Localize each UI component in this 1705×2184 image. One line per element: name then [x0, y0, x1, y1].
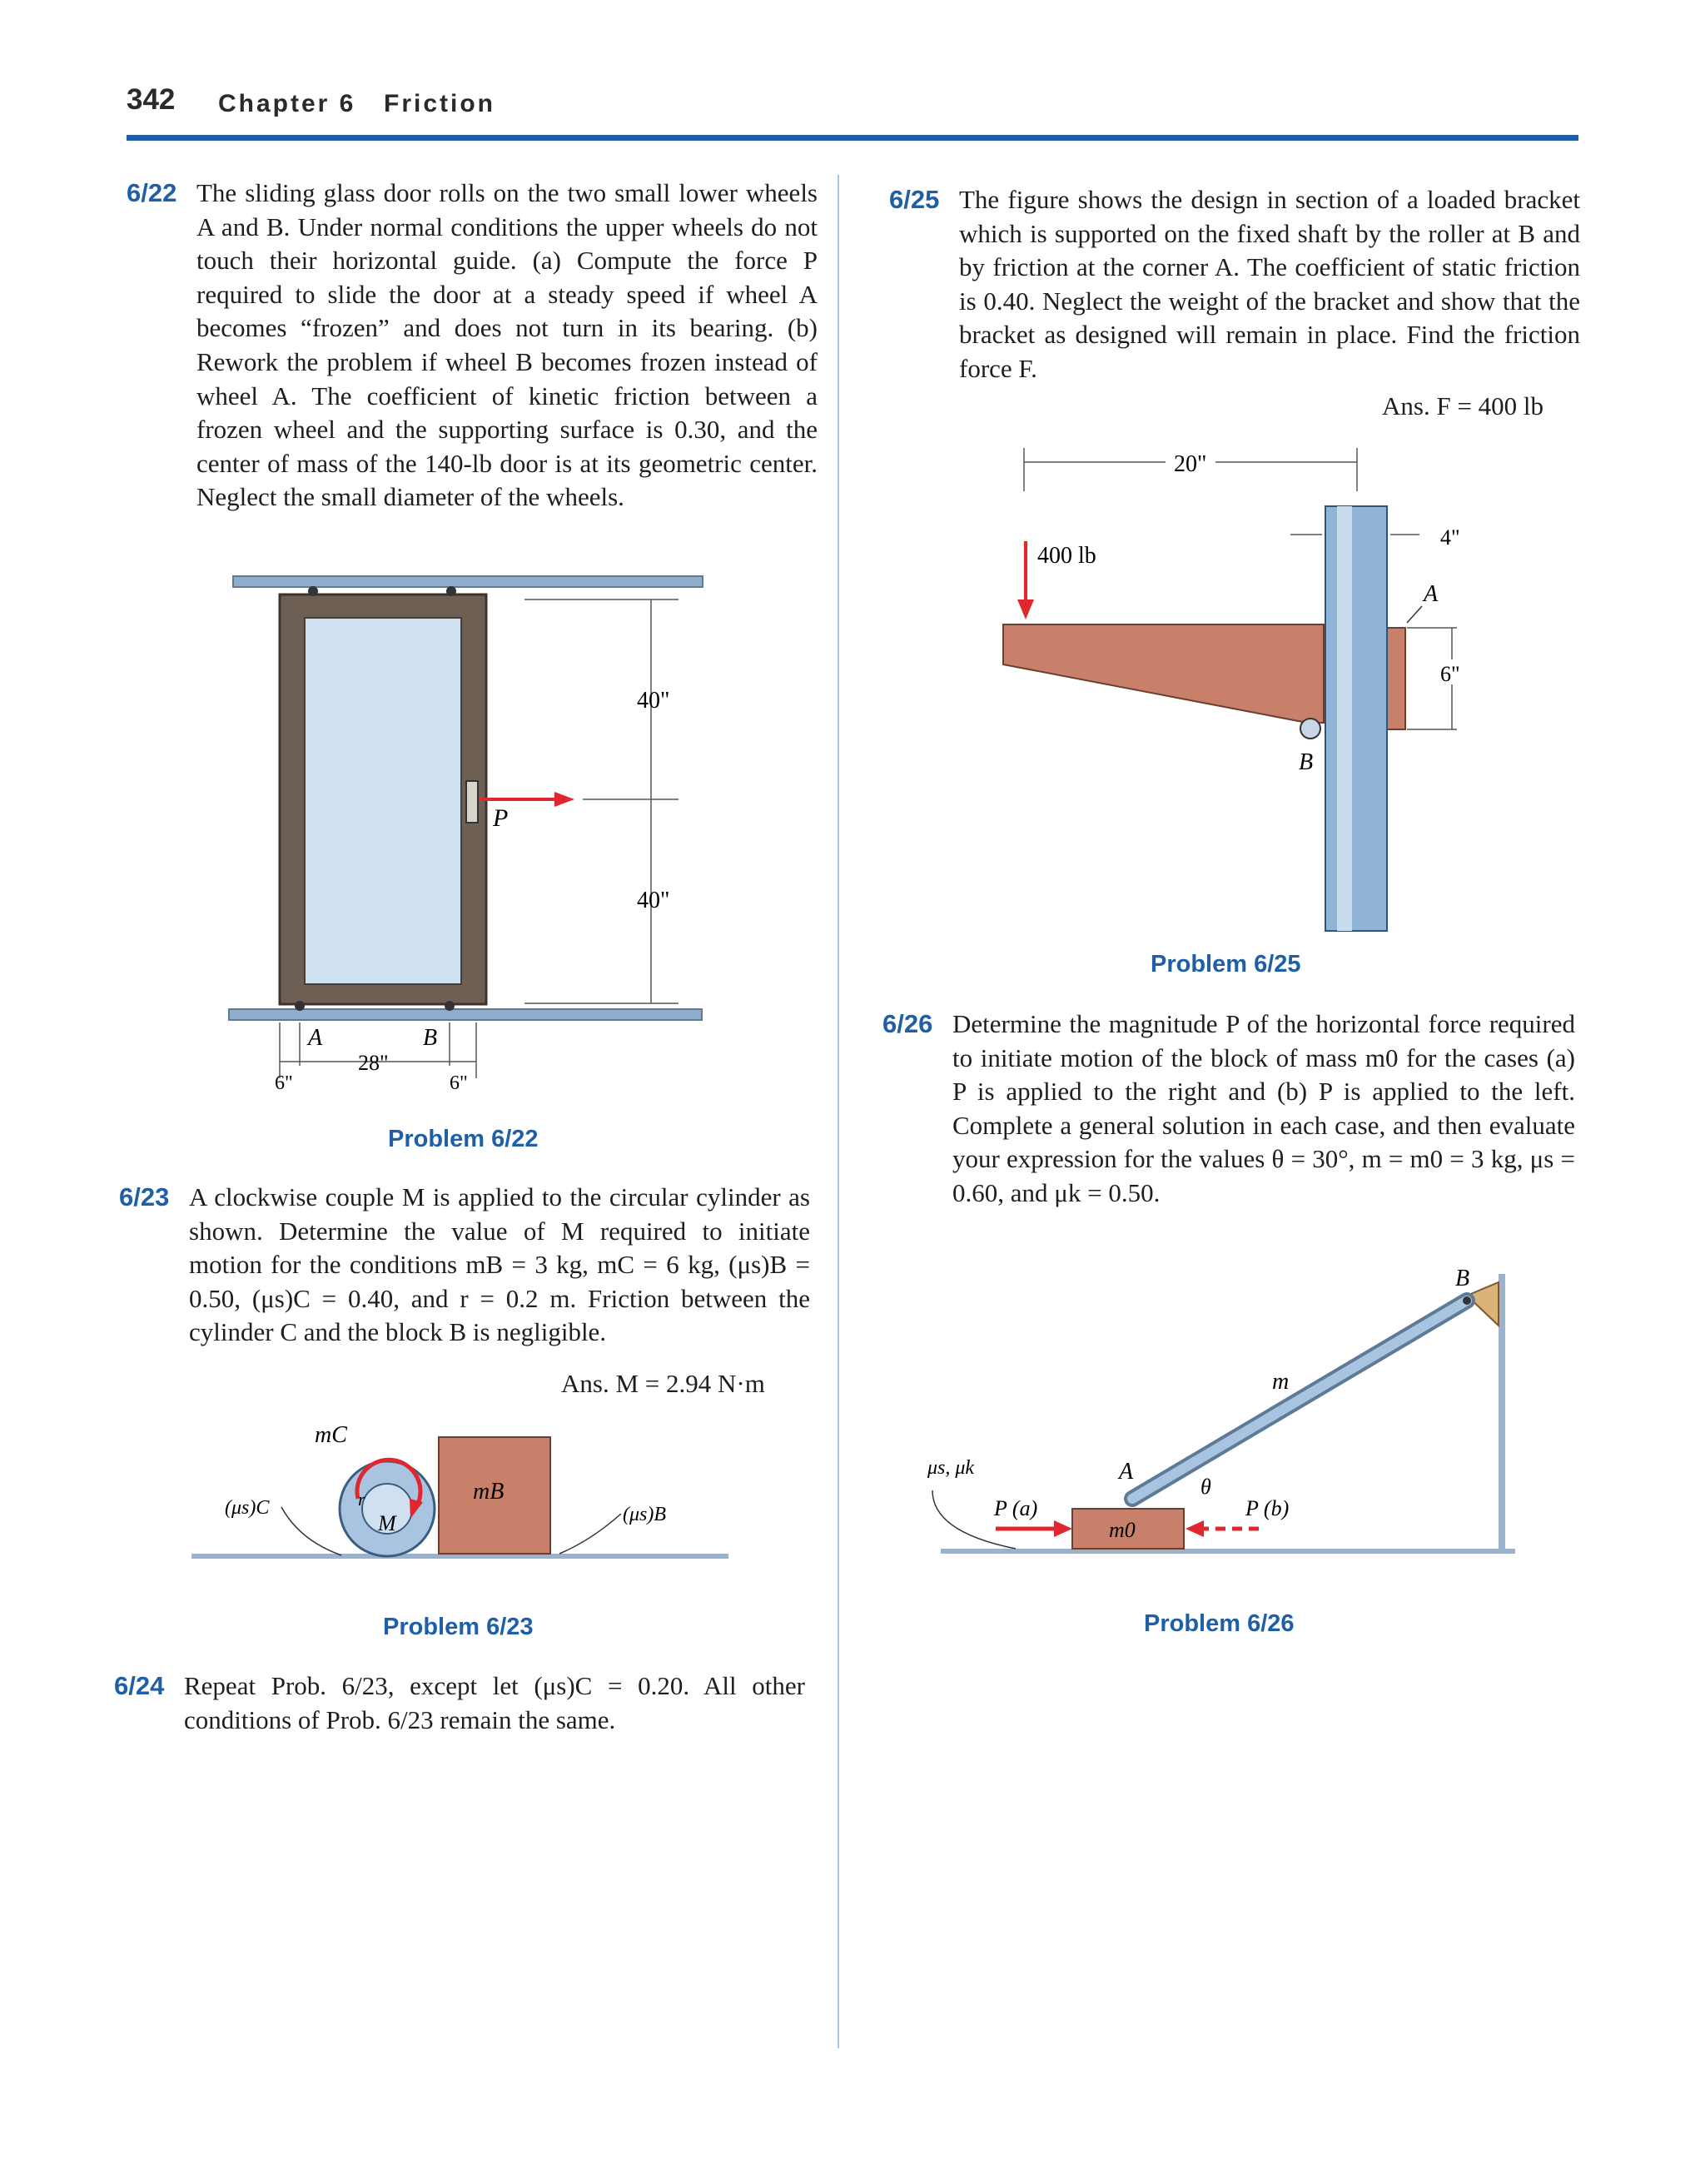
dim-6-right: 6"	[450, 1072, 468, 1094]
dim-6: 6"	[1440, 662, 1460, 686]
caption-6-26: Problem 6/26	[1144, 1610, 1295, 1637]
problem-text: A clockwise couple M is applied to the circular cylinder as shown. Determine the value of M required to initiate motion for the conditions mB = 3 kg, mC = 6 kg, (μs)B = 0.50, (μs)C = 0.40, and r = 0.2 m. Friction between the cylinder C and the block B is negligible.	[189, 1182, 810, 1347]
dim-6-left: 6"	[275, 1072, 293, 1094]
mu-c-label: (μs)C	[225, 1497, 270, 1519]
problem-number: 6/23	[119, 1182, 170, 1211]
problem-text: The sliding glass door rolls on the two small lower wheels A and B. Under normal conditions the upper wheels do not touch their horizontal guide. (a) Compute the force P required to slide the door at a steady speed if wheel A becomes “frozen” and does not turn in its bearing. (b) Rework the problem if wheel B becomes frozen instead of wheel A. The coefficient of kinetic friction between a frozen wheel and the supporting surface is 0.30, and the center of mass of the 140-lb door is at its geometric center. Neglect the small diameter of the wheels.	[196, 178, 818, 512]
couple-label: M	[378, 1511, 396, 1535]
problem-number: 6/22	[127, 178, 177, 207]
end-a-label: A	[1119, 1459, 1134, 1485]
problem-text: Repeat Prob. 6/23, except let (μs)C = 0.20. All other conditions of Prob. 6/23 remain the same.	[184, 1671, 805, 1734]
dim-40-upper: 40"	[637, 688, 670, 714]
rod-mass-label: m	[1272, 1369, 1290, 1395]
problem-6-22	[127, 177, 818, 515]
angle-label: θ	[1200, 1475, 1211, 1499]
mass-c-label: mC	[315, 1422, 347, 1448]
problem-6-23	[119, 1181, 810, 1350]
force-a-label: P (a)	[994, 1496, 1038, 1520]
mass-b-label: mB	[473, 1479, 505, 1505]
chapter-title: Friction	[384, 90, 495, 117]
problem-number: 6/25	[889, 185, 940, 214]
problem-6-26	[882, 1007, 1575, 1211]
wheel-b-label: B	[423, 1025, 438, 1051]
ground	[941, 1549, 1515, 1554]
figure-loaded-bracket	[991, 441, 1474, 941]
roller-label: B	[1299, 749, 1314, 775]
force-label: P	[493, 804, 509, 832]
problem-text: Determine the magnitude P of the horizontal force required to initiate motion of the block of mass m0 for the cases (a) P is applied to the right and (b) P is applied to the left. Complete a general solution in each case, and then evaluate your expression for the values θ = 30°, m = m0 = 3 kg, μs = 0.60, and μk = 0.50.	[952, 1009, 1575, 1207]
dim-40-lower: 40"	[637, 888, 670, 913]
dim-28: 28"	[358, 1051, 389, 1075]
problem-text: The figure shows the design in section of a loaded bracket which is supported on the fixed shaft by the roller at B and by friction at the corner A. The coefficient of static friction is 0.40. Neglect the weight of the bracket and show that the bracket as designed will remain in place. Find the friction force F.	[959, 185, 1580, 383]
chapter-label: Chapter 6	[218, 90, 356, 117]
answer-6-23: Ans. M = 2.94 N·m	[561, 1369, 765, 1398]
header-rule	[127, 135, 1578, 141]
wheel-a-label: A	[308, 1025, 323, 1051]
pin-label: B	[1455, 1266, 1470, 1291]
mu-b-label: (μs)B	[623, 1504, 667, 1525]
caption-6-22: Problem 6/22	[388, 1126, 539, 1152]
answer-6-25: Ans. F = 400 lb	[1382, 391, 1544, 420]
figure-rod-block	[916, 1266, 1524, 1582]
wall	[1499, 1274, 1505, 1549]
dim-20: 20"	[1174, 451, 1207, 477]
block-mass-label: m0	[1109, 1518, 1136, 1542]
problem-number: 6/24	[114, 1671, 165, 1700]
wheel-b	[445, 1001, 455, 1011]
dim-4: 4"	[1440, 525, 1460, 550]
wheel-a	[295, 1001, 305, 1011]
bracket	[1003, 624, 1324, 723]
glass-pane	[305, 618, 461, 984]
caption-6-23: Problem 6/23	[383, 1614, 534, 1640]
figure-sliding-door	[225, 566, 724, 1107]
problem-6-24	[114, 1669, 805, 1737]
upper-guide	[233, 576, 703, 587]
fixed-shaft	[1325, 506, 1387, 931]
load-label: 400 lb	[1037, 543, 1096, 569]
force-b-label: P (b)	[1245, 1496, 1290, 1520]
problem-6-25	[889, 183, 1580, 386]
mu-label: μs, μk	[927, 1457, 975, 1479]
radius-label: r	[358, 1489, 365, 1510]
door-handle	[466, 781, 478, 823]
figure-cylinder-block	[191, 1415, 733, 1582]
problem-number: 6/26	[882, 1009, 933, 1038]
roller-b	[1300, 719, 1320, 739]
corner-label: A	[1424, 581, 1439, 607]
column-divider	[838, 175, 839, 2048]
caption-6-25: Problem 6/25	[1151, 951, 1301, 978]
page-number: 342	[127, 83, 176, 116]
